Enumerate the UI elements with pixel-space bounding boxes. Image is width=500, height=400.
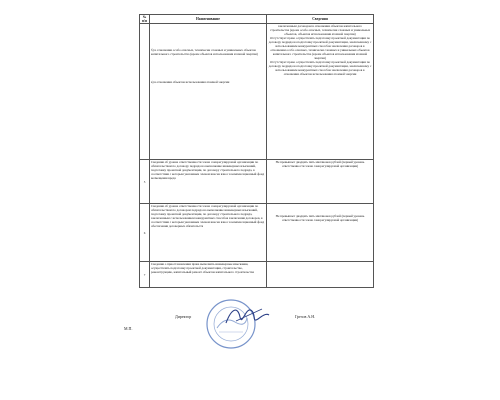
row7-num: 7 [140, 262, 150, 288]
row-top-info-a: заключенным договорам в отношении объектов капитального строительства (кроме особо опасных, технически сложных и уникальных объектов, объектов использования атомной энергии) [269, 24, 371, 36]
header-name: Наименование [150, 15, 267, 24]
table-row [140, 160, 374, 204]
signer-title: Директор [175, 314, 192, 319]
signer-name: Грезов А.Н. [295, 314, 316, 319]
row5-name: Сведения об уровне ответственности члена саморегулируемой организации по обязательствам по договору подряда на выполнение инженерных изысканий, подготовку проектной документации, по договору строительного подряда, в соответствии с которым указанным членом внесен взнос в компенсационный фонд возмещения вреда [150, 160, 267, 204]
row6-info-text: Не превышает двадцать пять миллионов рублей (первый уровень ответственности члена саморегулируемой организации) [275, 214, 365, 222]
row-top-info-b: Отсутствует право осуществлять подготовку проектной документации по договору подряда на подготовку проектной документации, заключенному с использованием конкурентных способов заключения договоров в отношении особо опасных, технически сложных и уникальных объектов капитального строительства (кроме объектов использования атомной энергии) [268, 36, 372, 60]
header-info: Сведения [267, 15, 374, 24]
handwritten-signature-icon [222, 301, 272, 331]
table-row [140, 262, 374, 288]
row5-num: 5 [140, 160, 150, 204]
stamp-place-label: М.П. [124, 326, 133, 331]
row-top-info-v: Отсутствует право осуществлять подготовку проектной документации по договору подряда на подготовку проектной документации, заключенному с использованием конкурентных способов заключения договоров в отношении объектов использования атомной энергии [268, 60, 372, 76]
row7-name: Сведения о приостановлении права выполнять инженерные изыскания, осуществлять подготовку проектной документации, строительство, реконструкцию, капитальный ремонт объектов капитального строительства [150, 262, 267, 288]
table-row [140, 24, 374, 160]
row-top-info [267, 24, 374, 160]
row6-num: 6 [140, 204, 150, 262]
row-top-name-b: б) в отношении особо опасных, технически сложных и уникальных объектов капитального строительства (кроме объектов использования атомной энергии) [151, 48, 258, 56]
header-num: № п/п [140, 15, 150, 24]
row-top-num [140, 24, 150, 160]
row-top-name [150, 24, 267, 160]
row-top-name-v: в) в отношении объектов использования атомной энергии [151, 80, 230, 84]
table-row [140, 204, 374, 262]
row6-name: Сведения об уровне ответственности члена саморегулируемой организации по обязательствам по договорам подряда на выполнение инженерных изысканий, подготовку проектной документации, по договору строительного подряда, заключенным с использованием конкурентных способов заключения договоров, в соответствии с которым указанным членом внесен взнос в компенсационный фонд обеспечения договорных обязательств [150, 204, 267, 262]
register-table [139, 14, 374, 288]
row7-info [267, 262, 374, 288]
table-header-row [140, 15, 374, 24]
row5-info: Не превышает двадцать пять миллионов рублей (первый уровень ответственности члена саморегулируемой организации) [267, 160, 374, 204]
row6-info [267, 204, 374, 262]
